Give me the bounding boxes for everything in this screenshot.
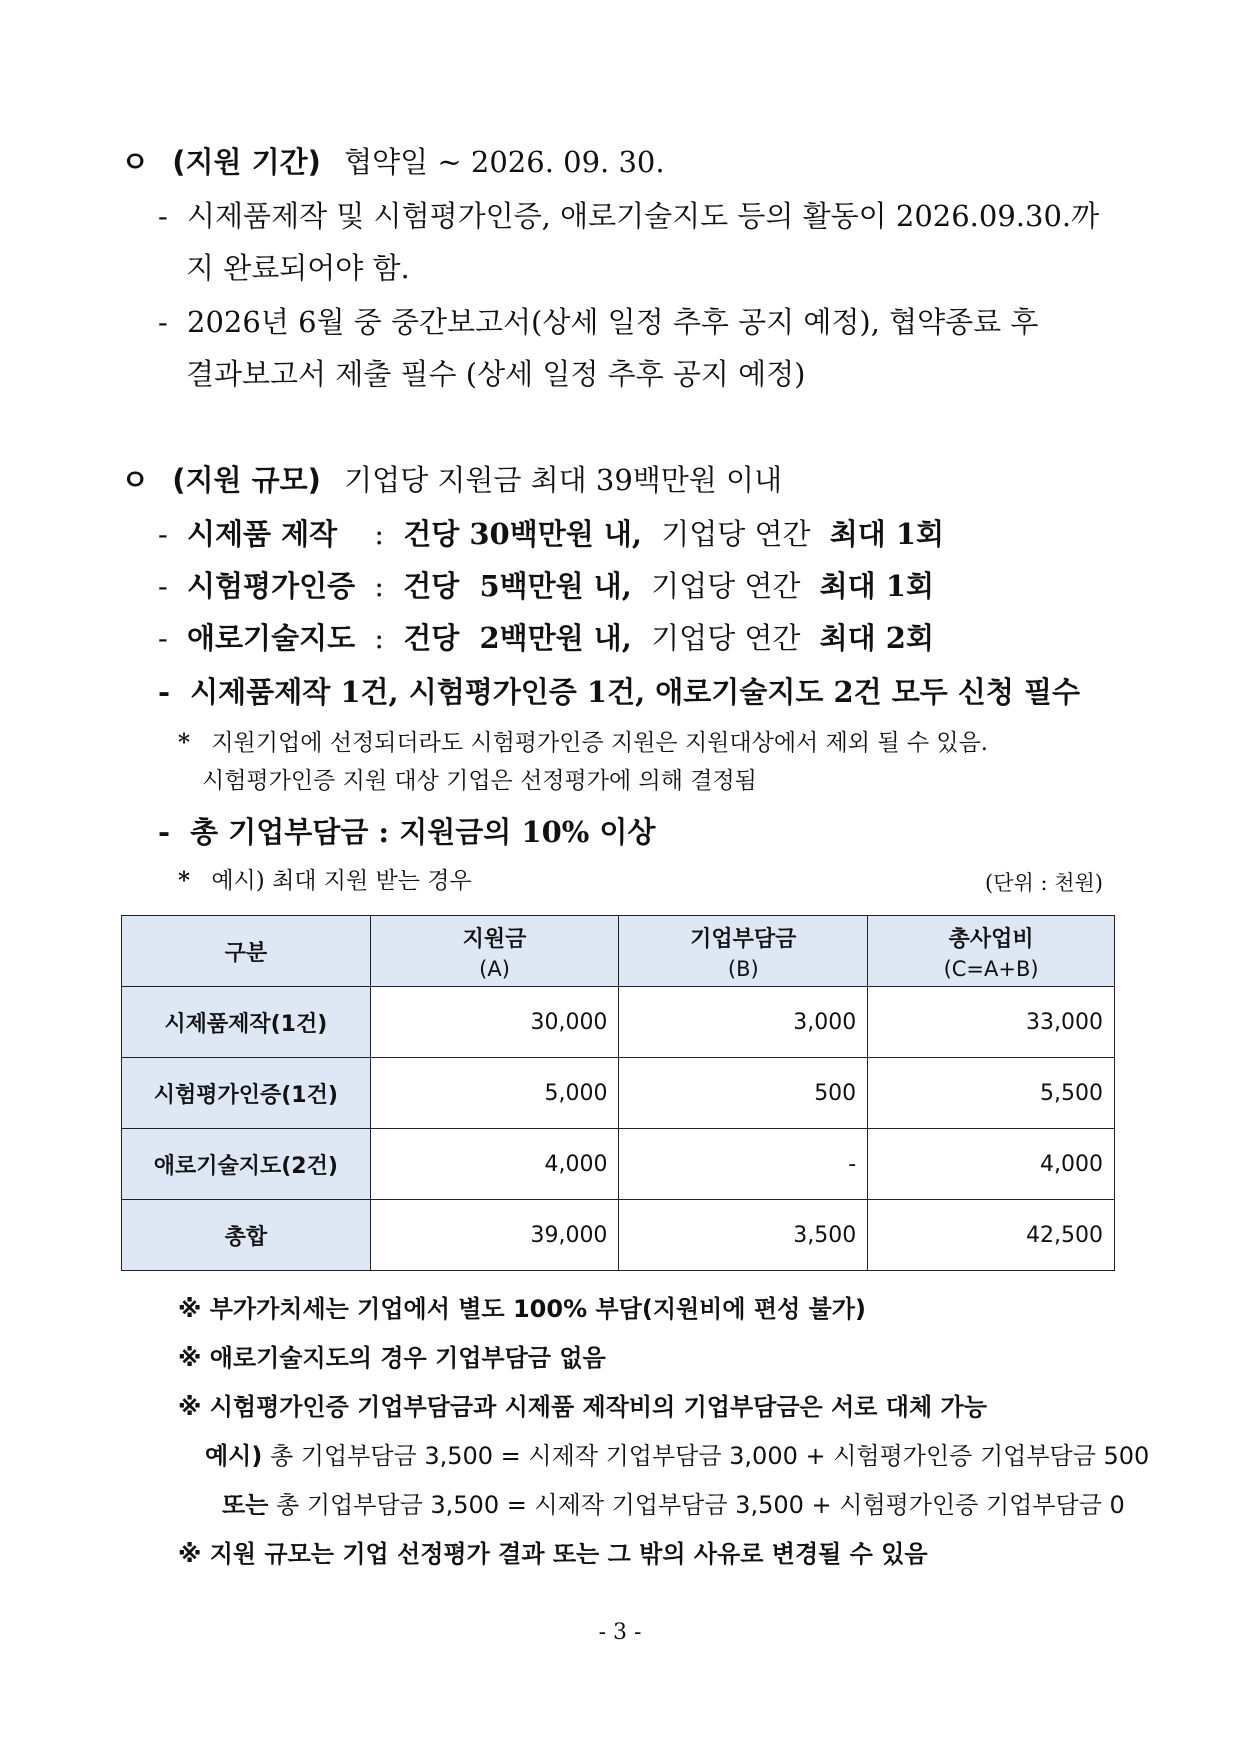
scale-star-note: * 지원기업에 선정되더라도 시험평가인증 지원은 지원대상에서 제외 될 수 있음. [178, 729, 989, 756]
scale-item-consulting: - 애로기술지도 : 건당 2백만원 내, 기업당 연간 최대 2회 [158, 621, 934, 655]
note-vat: ※ 부가가치세는 기업에서 별도 100% 부담(지원비에 편성 불가) [178, 1295, 866, 1323]
scale-required: - 시제품제작 1건, 시험평가인증 1건, 애로기술지도 2건 모두 신청 필수 [158, 675, 1081, 709]
scale-text: 기업당 지원금 최대 39백만원 이내 [344, 463, 783, 497]
circle-bullet-icon: ㅇ [121, 463, 150, 497]
scale-item-certification: - 시험평가인증 : 건당 5백만원 내, 기업당 연간 최대 1회 [158, 569, 934, 603]
note-or: 또는 총 기업부담금 3,500 = 시제작 기업부담금 3,500 + 시험평가인증 기업부담금 0 [222, 1491, 1125, 1519]
note-consulting: ※ 애로기술지도의 경우 기업부담금 없음 [178, 1344, 606, 1372]
note-example: 예시) 총 기업부담금 3,500 = 시제작 기업부담금 3,000 + 시험평가인증 기업부담금 500 [205, 1442, 1150, 1470]
note-change: ※ 지원 규모는 기업 선정평가 결과 또는 그 밖의 사유로 변경될 수 있음 [178, 1540, 928, 1568]
period-item-1-line2: 지 완료되어야 함. [186, 251, 410, 285]
period-item-2: - 2026년 6월 중 중간보고서(상세 일정 추후 공지 예정), 협약종료 후 [158, 305, 1039, 339]
table-row: 시제품제작(1건) 30,000 3,000 33,000 [122, 987, 1115, 1058]
table-row: 애로기술지도(2건) 4,000 - 4,000 [122, 1129, 1115, 1200]
period-heading-line [121, 142, 665, 182]
period-item-2-line2: 결과보고서 제출 필수 (상세 일정 추후 공지 예정) [186, 357, 806, 391]
scale-heading: (지원 규모) [172, 463, 321, 497]
scale-burden: - 총 기업부담금 : 지원금의 10% 이상 [158, 815, 656, 849]
scale-heading-line [121, 460, 782, 500]
period-item-1: - 시제품제작 및 시험평가인증, 애로기술지도 등의 활동이 2026.09.30.까 [158, 199, 1100, 233]
period-heading: (지원 기간) [172, 145, 321, 179]
header-total: 총사업비 (C=A+B) [868, 916, 1115, 987]
budget-table [121, 915, 1115, 1271]
table-row: 시험평가인증(1건) 5,000 500 5,500 [122, 1058, 1115, 1129]
table-header-row [122, 916, 1115, 987]
unit-label: (단위 : 천원) [985, 871, 1103, 895]
header-category: 구분 [122, 916, 371, 987]
scale-star-note-line2: 시험평가인증 지원 대상 기업은 선정평가에 의해 결정됨 [202, 768, 757, 794]
scale-item-prototype: - 시제품 제작 : 건당 30백만원 내, 기업당 연간 최대 1회 [158, 517, 945, 551]
period-item-2-line1: 2026년 6월 중 중간보고서(상세 일정 추후 공지 예정), 협약종료 후 [187, 305, 1039, 339]
table-row: 총합 39,000 3,500 42,500 [122, 1200, 1115, 1271]
page-number: - 3 - [598, 1620, 642, 1645]
header-support: 지원금 (A) [370, 916, 619, 987]
period-item-1-line1: 시제품제작 및 시험평가인증, 애로기술지도 등의 활동이 2026.09.30.까 [187, 199, 1100, 233]
header-burden: 기업부담금 (B) [619, 916, 868, 987]
scale-example: * 예시) 최대 지원 받는 경우 [178, 867, 472, 894]
circle-bullet-icon: ㅇ [121, 145, 150, 179]
note-interchange: ※ 시험평가인증 기업부담금과 시제품 제작비의 기업부담금은 서로 대체 가능 [178, 1393, 987, 1421]
period-text: 협약일 ~ 2026. 09. 30. [344, 145, 665, 179]
